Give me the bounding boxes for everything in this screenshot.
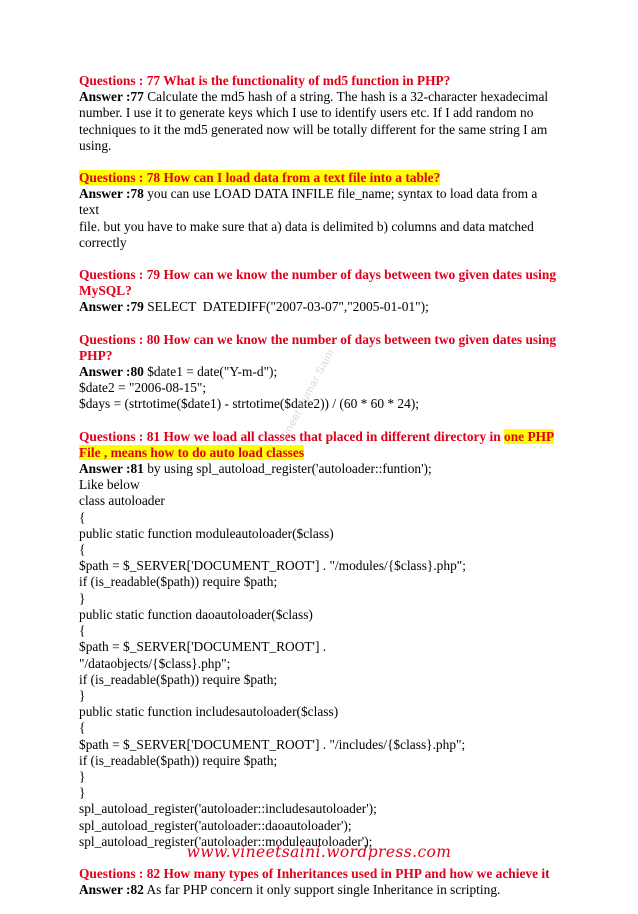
answer-text: { [79, 509, 86, 525]
answer-text: public static function daoautoloader($class) [79, 606, 313, 622]
question-text: Questions : 81 How we load all classes that placed in different directory in [79, 428, 505, 444]
answer-text: { [79, 542, 86, 558]
watermark: Vineet Kumar Saini [278, 347, 337, 444]
answer-line [79, 623, 559, 639]
answer-line [79, 526, 559, 542]
answer-label: Answer :79 [79, 299, 144, 315]
answer-text: } [79, 785, 86, 801]
question-heading [79, 429, 559, 461]
answer-line [79, 461, 559, 477]
answer-text: spl_autoload_register('autoloader::daoautoloader'); [79, 817, 352, 833]
question-heading [79, 866, 559, 882]
answer-label: Answer :80 [79, 364, 144, 380]
answer-text: $days = (strtotime($date1) - strtotime($date2)) / (60 * 60 * 24); [79, 396, 420, 412]
answer-text: $path = $_SERVER['DOCUMENT_ROOT'] . [79, 639, 327, 655]
answer-text: { [79, 623, 86, 639]
question-heading [79, 170, 559, 186]
answer-text: if (is_readable($path)) require $path; [79, 752, 278, 768]
answer [79, 882, 559, 898]
answer-line [79, 672, 559, 688]
answer-line [79, 639, 559, 655]
answer-text: SELECT DATEDIFF("2007-03-07","2005-01-01"); [143, 299, 429, 315]
qa-block [79, 170, 559, 251]
qa-list [79, 73, 559, 898]
answer-text: } [79, 590, 86, 606]
answer-line [79, 591, 559, 607]
answer-text: { [79, 720, 86, 736]
answer-text: using. [79, 137, 112, 153]
qa-block [79, 73, 559, 154]
answer-line [79, 882, 559, 898]
answer-line [79, 785, 559, 801]
highlighted-text: one PHP File , means how to do auto load classes [79, 428, 555, 460]
answer-line [79, 720, 559, 736]
question-text: Questions : 77 What is the functionality of md5 function in PHP? [79, 73, 451, 88]
answer-text: correctly [79, 234, 127, 250]
answer-line [79, 235, 559, 251]
answer-line [79, 704, 559, 720]
answer-line [79, 89, 559, 105]
qa-block [79, 267, 559, 316]
answer-label: Answer :81 [79, 461, 144, 477]
answer [79, 299, 559, 315]
answer-line [79, 818, 559, 834]
answer-text: Calculate the md5 hash of a string. The hash is a 32-character hexadecimal [143, 89, 549, 105]
answer-line [79, 656, 559, 672]
answer-text: you can use LOAD DATA INFILE file_name; syntax to load data from a text [79, 186, 541, 218]
answer-line [79, 737, 559, 753]
answer-line [79, 801, 559, 817]
answer-text: public static function includesautoloader($class) [79, 704, 339, 720]
answer-line [79, 122, 559, 138]
question-text: Questions : 79 How can we know the number of days between two given dates using MySQL? [79, 267, 557, 299]
answer [79, 461, 559, 850]
footer-url[interactable]: www.vineetsaini.wordpress.com [186, 843, 452, 861]
answer-line [79, 510, 559, 526]
answer-line [79, 186, 559, 218]
answer-line [79, 299, 559, 315]
question-heading [79, 267, 559, 299]
answer-text: number. I use it to generate keys which I use to identify users etc. If I add random no [79, 105, 534, 121]
answer-text: "/dataobjects/{$class}.php"; [79, 655, 231, 671]
answer-line [79, 138, 559, 154]
answer-line [79, 396, 559, 412]
answer-label: Answer :82 [79, 882, 144, 898]
answer-text: $date2 = "2006-08-15"; [79, 380, 207, 396]
answer-text: $date1 = date("Y-m-d"); [143, 364, 278, 380]
answer-text: class autoloader [79, 493, 165, 509]
answer-line [79, 493, 559, 509]
answer-line [79, 558, 559, 574]
answer-text: by using spl_autoload_register('autoloader::funtion'); [143, 461, 432, 477]
answer-text: } [79, 768, 86, 784]
answer-line [79, 753, 559, 769]
answer [79, 89, 559, 154]
answer-text: file. but you have to make sure that a) data is delimited b) columns and data matched [79, 218, 534, 234]
answer [79, 186, 559, 251]
answer-line [79, 219, 559, 235]
answer-line [79, 542, 559, 558]
answer-text: if (is_readable($path)) require $path; [79, 671, 278, 687]
answer-line [79, 105, 559, 121]
answer-text: if (is_readable($path)) require $path; [79, 574, 278, 590]
answer-line [79, 607, 559, 623]
answer-line [79, 574, 559, 590]
qa-block [79, 429, 559, 850]
answer-text: spl_autoload_register('autoloader::moduleautoloader'); [79, 833, 373, 849]
highlighted-text: Questions : 78 How can I load data from a text file into a table? [79, 170, 441, 186]
answer-text: $path = $_SERVER['DOCUMENT_ROOT'] . "/includes/{$class}.php"; [79, 736, 466, 752]
answer-line [79, 688, 559, 704]
answer-line [79, 477, 559, 493]
answer-text: spl_autoload_register('autoloader::includesautoloader'); [79, 801, 377, 817]
answer-text: public static function moduleautoloader($class) [79, 525, 334, 541]
answer-text: As far PHP concern it only support single Inheritance in scripting. [143, 882, 501, 898]
document-body [79, 73, 559, 914]
answer-label: Answer :77 [79, 89, 144, 105]
question-heading [79, 73, 559, 89]
answer-text: techniques to it the md5 generated now will be totally different for the same string I am [79, 121, 548, 137]
answer-text: } [79, 687, 86, 703]
question-text: Questions : 80 How can we know the number of days between two given dates using PHP? [79, 331, 557, 363]
question-text: Questions : 82 How many types of Inheritances used in PHP and how we achieve it [79, 865, 550, 881]
answer-line [79, 769, 559, 785]
answer-label: Answer :78 [79, 186, 144, 202]
answer-text: $path = $_SERVER['DOCUMENT_ROOT'] . "/modules/{$class}.php"; [79, 558, 466, 574]
answer-text: Like below [79, 477, 140, 493]
qa-block [79, 866, 559, 898]
